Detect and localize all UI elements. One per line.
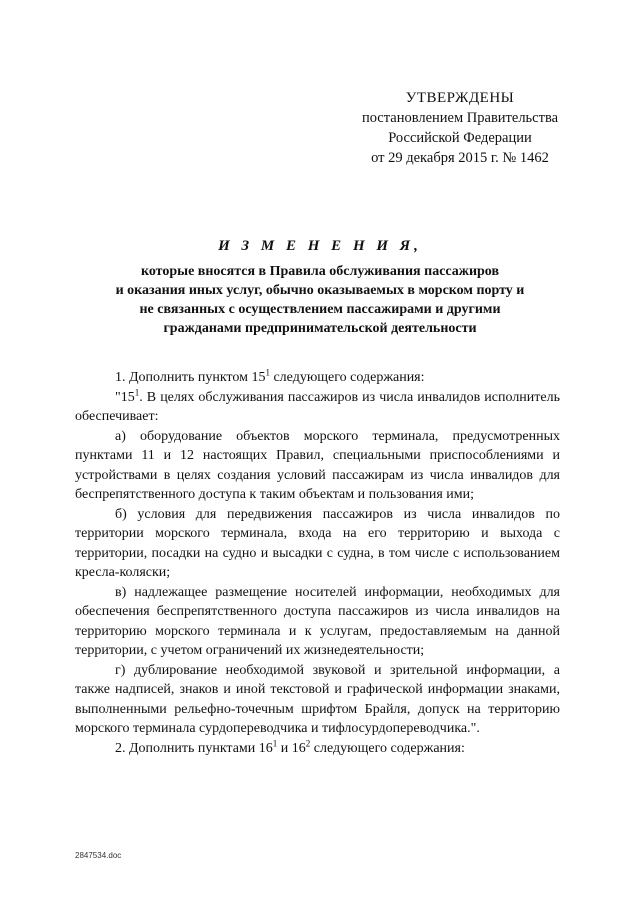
text: следующего содержания: [310,740,465,756]
list-item-v: в) надлежащее размещение носителей информации, необходимых для обеспечения беспрепятственного доступа пассажиров из числа инвалидов на территорию морского терминала и к услугам, предоставляемым на данной территории, с учетом ограничений их жизнедеятельности; [75,584,560,658]
document-subtitle [60,262,580,338]
subtitle-line: и оказания иных услуг, обычно оказываемых в морском порту и [115,283,525,298]
paragraph-1 [75,368,560,388]
text: . В целях обслуживания пассажиров из числа инвалидов исполнитель обеспечивает: [75,389,560,424]
approval-date-line: от 29 декабря 2015 г. № 1462 [371,150,549,166]
text: и 16 [277,740,306,756]
text: "15 [115,389,135,405]
superscript: 1 [265,367,270,378]
document-title: И З М Е Н Е Н И Я, [218,238,422,254]
superscript: 1 [134,386,140,397]
paragraph-15-1 [75,388,560,427]
file-name-footer: 2847534.doc [75,851,122,860]
list-item-b: б) условия для передвижения пассажиров из числа инвалидов по территории морского терминала, входа на его территорию и выхода с территории, посадки на судно и высадки с судна, в том числе с использованием кресла-коляски; [75,506,560,580]
subtitle-line: которые вносятся в Правила обслуживания пассажиров [140,264,500,279]
document-body [75,368,560,758]
text: 2. Дополнить пунктами 16 [115,740,273,756]
text: 1. Дополнить пунктом 15 [115,370,266,385]
paragraph-2 [75,739,560,759]
superscript: 1 [272,737,278,748]
subtitle-line: не связанных с осуществлением пассажирами и другими [139,302,501,317]
list-item-g: г) дублирование необходимой звуковой и зрительной информации, а также надписей, знаков и иной текстовой и графической информации знаками, выполненными рельефно-точечным шрифтом Брайля, допуск на территорию морского терминала сурдопереводчика и тифлосурдопереводчика.". [75,662,560,736]
approval-line: Российской Федерации [388,130,532,146]
superscript: 2 [305,737,311,748]
text: следующего содержания: [269,370,425,385]
list-item-a: а) оборудование объектов морского терминала, предусмотренных пунктами 11 и 12 настоящих Правил, специальными приспособлениями и устройствами в целях создания условий пассажирам из числа инвалидов для беспрепятственного доступа к таким объектам и пользования ими; [75,428,560,502]
subtitle-line: гражданами предпринимательской деятельности [163,321,477,336]
approval-block [330,88,590,168]
approval-line: постановлением Правительства [361,110,559,126]
approval-heading: УТВЕРЖДЕНЫ [405,90,515,106]
